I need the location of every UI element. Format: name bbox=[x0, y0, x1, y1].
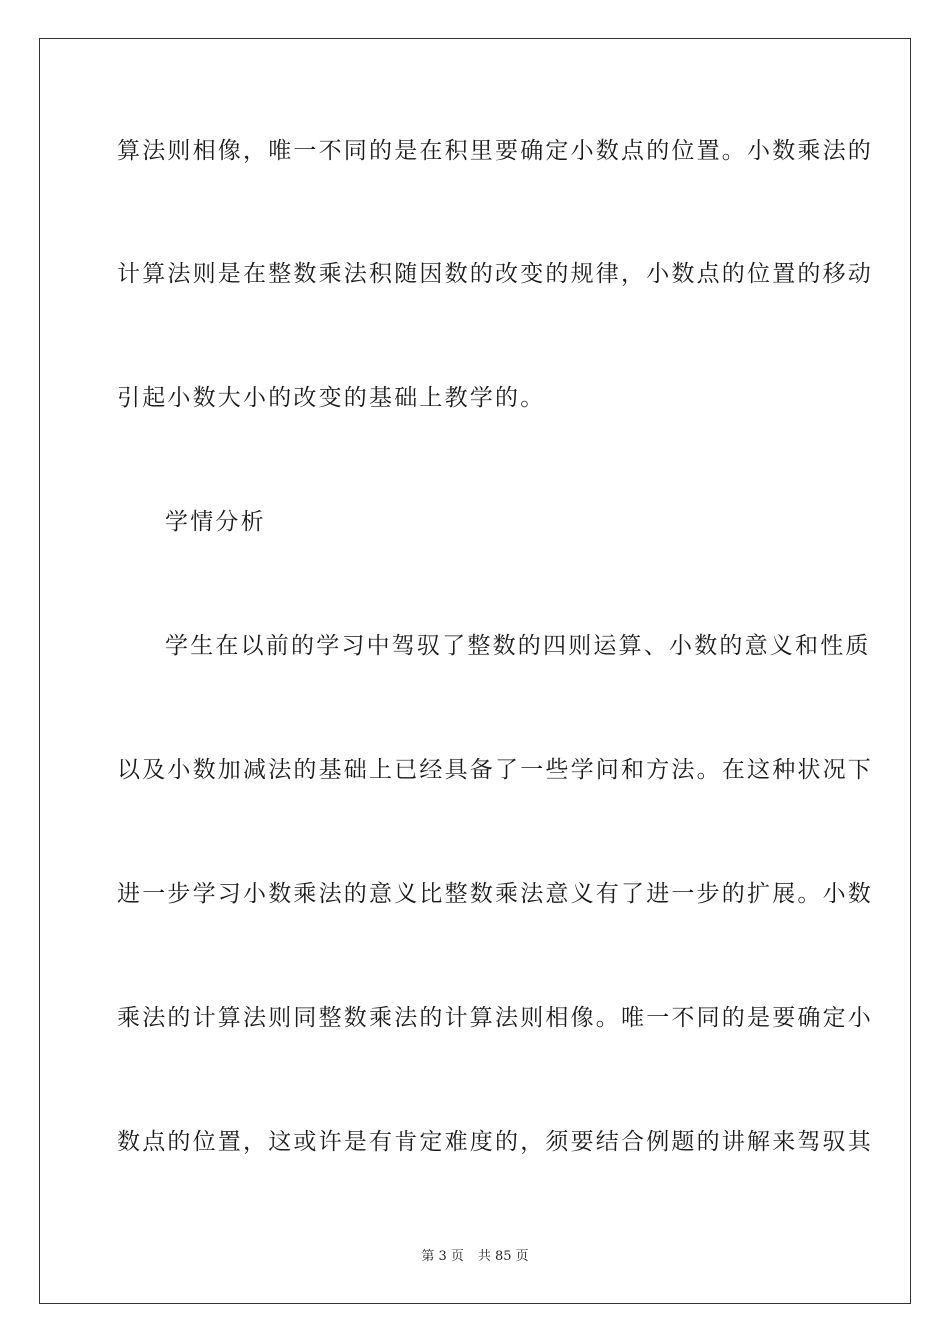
body-line-5: 学生在以前的学习中驾驭了整数的四则运算、小数的意义和性质 bbox=[165, 633, 871, 659]
total-pages: 共 85 页 bbox=[477, 1249, 529, 1264]
section-heading: 学情分析 bbox=[165, 509, 266, 535]
page-number: 第 3 页 bbox=[421, 1249, 464, 1264]
page-footer bbox=[0, 1248, 950, 1266]
body-line-1: 算法则相像，唯一不同的是在积里要确定小数点的位置。小数乘法的 bbox=[117, 138, 873, 164]
body-line-8: 乘法的计算法则同整数乘法的计算法则相像。唯一不同的是要确定小 bbox=[117, 1005, 873, 1031]
body-line-6: 以及小数加减法的基础上已经具备了一些学问和方法。在这种状况下 bbox=[117, 757, 873, 783]
body-line-2: 计算法则是在整数乘法积随因数的改变的规律，小数点的位置的移动 bbox=[117, 261, 873, 287]
page-border bbox=[39, 38, 911, 1304]
body-line-7: 进一步学习小数乘法的意义比整数乘法意义有了进一步的扩展。小数 bbox=[117, 881, 873, 907]
body-line-3: 引起小数大小的改变的基础上教学的。 bbox=[117, 385, 546, 411]
body-line-9: 数点的位置，这或许是有肯定难度的，须要结合例题的讲解来驾驭其 bbox=[117, 1129, 873, 1155]
